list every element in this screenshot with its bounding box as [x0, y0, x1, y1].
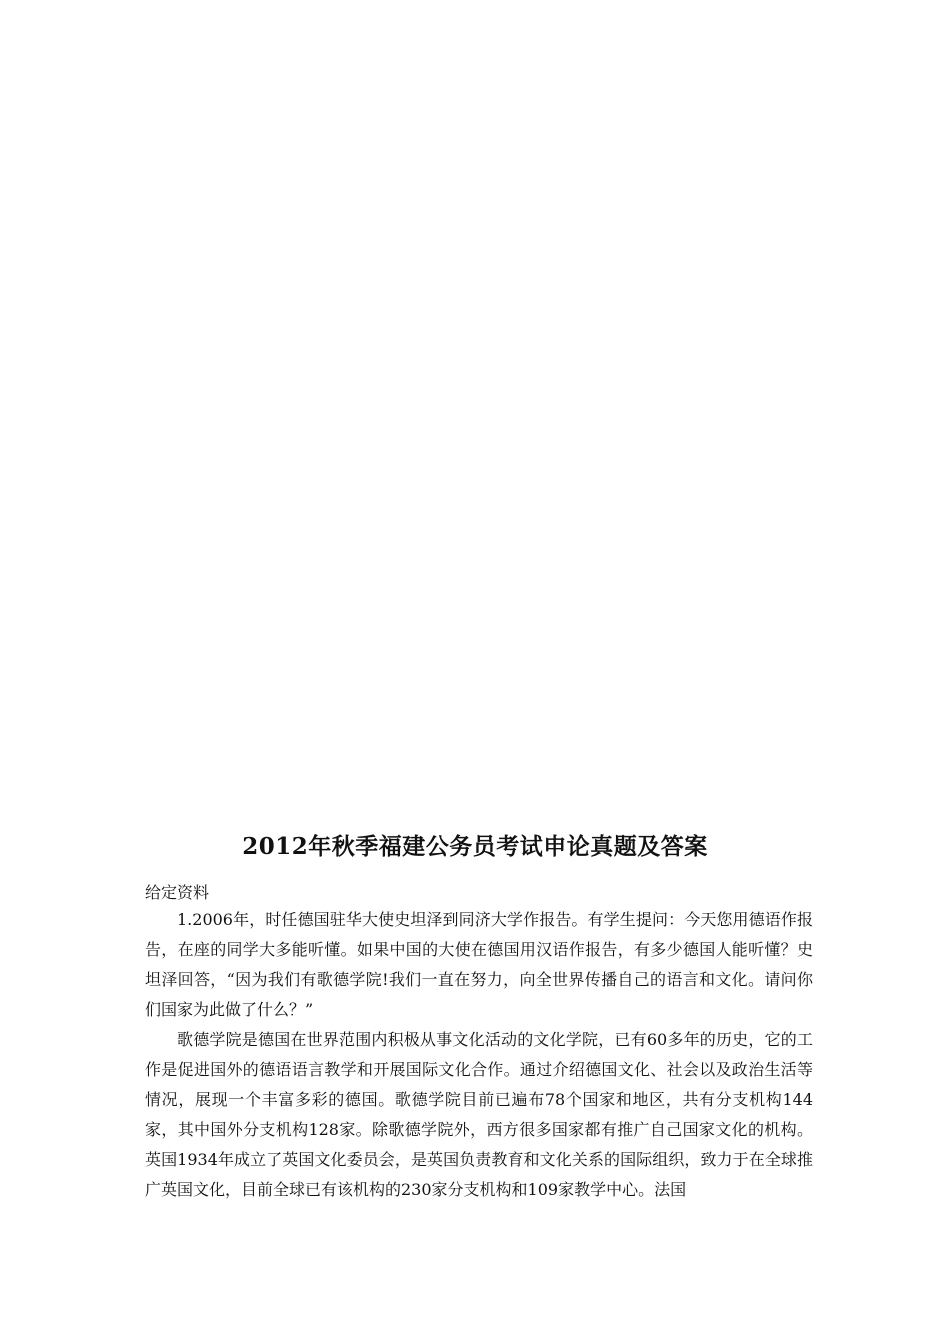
document-title: 2012年秋季福建公务员考试申论真题及答案 — [242, 833, 708, 860]
paragraph-2: 歌德学院是德国在世界范围内积极从事文化活动的文化学院，已有60多年的历史，它的工作是促进国外的德语语言教学和开展国际文化合作。通过介绍德国文化、社会以及政治生活等情况，展现一个丰富多彩的德国。歌德学院目前已遍布78个国家和地区，共有分支机构144家，其中国外分支机构128家。除歌德学院外，西方很多国家都有推广自己国家文化的机构。英国1934年成立了英国文化委员会，是英国负责教育和文化关系的国际组织，致力于在全球推广英国文化，目前全球已有该机构的230家分支机构和109家教学中心。法国 — [145, 1030, 813, 1199]
paragraph-1: 1.2006年，时任德国驻华大使史坦泽到同济大学作报告。有学生提问：今天您用德语作报告，在座的同学大多能听懂。如果中国的大使在德国用汉语作报告，有多少德国人能听懂？史坦泽回答，“因为我们有歌德学院!我们一直在努力，向全世界传播自己的语言和文化。请问你们国家为此做了什么？” — [145, 910, 813, 1019]
body-text — [145, 905, 813, 1205]
section-label: 给定资料 — [145, 883, 210, 902]
